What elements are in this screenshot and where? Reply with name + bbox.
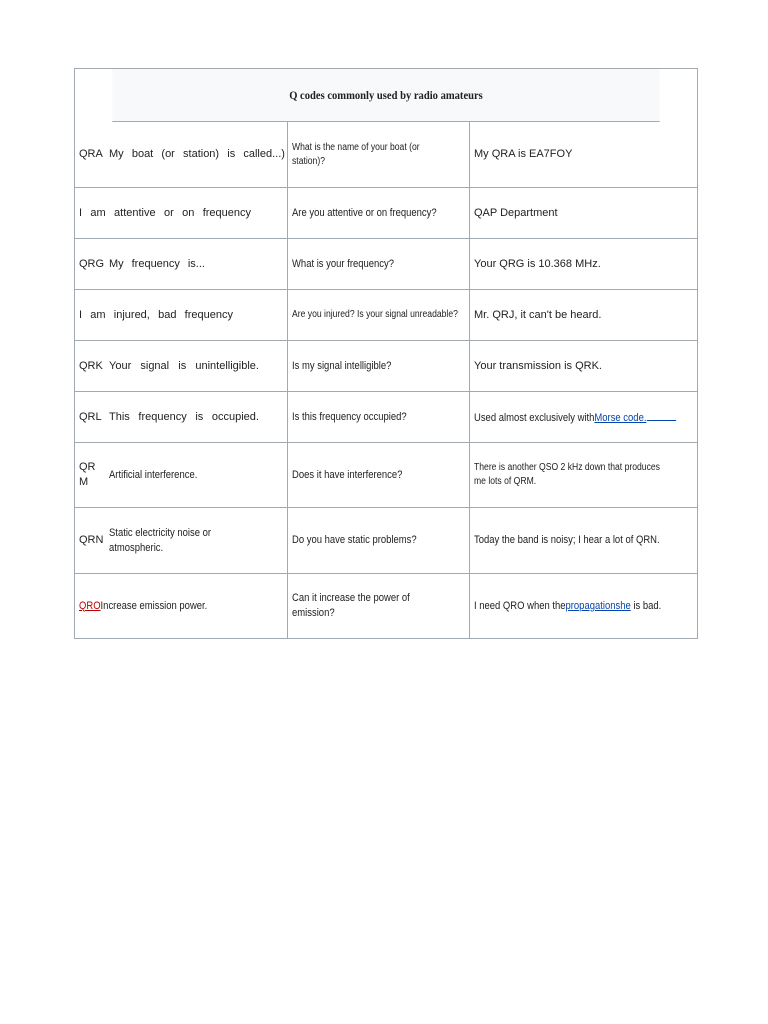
meaning-word: occupied. xyxy=(211,410,259,423)
example-text: Mr. QRJ, it can't be heard. xyxy=(474,308,602,321)
meaning-word: on xyxy=(182,206,195,219)
example-cell xyxy=(470,188,697,238)
example-text xyxy=(474,409,676,426)
code-text: QRA xyxy=(79,148,103,160)
code-text-line2: M xyxy=(79,476,89,488)
meaning-word: is xyxy=(195,410,204,423)
example-cell xyxy=(470,122,697,187)
example-suffix: is bad. xyxy=(630,599,662,612)
meaning-cell xyxy=(106,392,288,442)
meaning-text xyxy=(109,257,285,272)
example-cell xyxy=(470,239,697,289)
meaning-word: frequency xyxy=(202,206,251,219)
question-cell xyxy=(288,508,470,573)
meaning-text xyxy=(109,410,285,425)
code-text: QRN xyxy=(79,534,104,546)
table-row xyxy=(75,443,697,508)
table-row xyxy=(75,341,697,392)
meaning-word: unintelligible. xyxy=(195,359,259,372)
question-text: Does it have interference? xyxy=(292,468,403,481)
question-text: Is my signal intelligible? xyxy=(292,359,392,372)
meaning-word: This xyxy=(109,410,130,423)
merged-meaning-text xyxy=(79,308,287,323)
meaning-word: frequency xyxy=(184,308,233,321)
question-cell xyxy=(288,443,470,507)
code-text-line1: QR xyxy=(79,461,96,473)
qro-link[interactable]: QRO xyxy=(79,599,101,612)
code-cell xyxy=(75,392,106,442)
example-text: Your QRG is 10.368 MHz. xyxy=(474,257,601,270)
meaning-word: is xyxy=(178,359,187,372)
code-cell xyxy=(75,508,106,573)
meaning-text: Increase emission power. xyxy=(100,599,208,612)
example-prefix: I need QRO when the xyxy=(474,599,566,612)
meaning-word: am xyxy=(90,308,106,321)
code-cell xyxy=(75,443,106,507)
meaning-word: station) xyxy=(183,148,220,160)
meaning-cell xyxy=(106,122,288,187)
meaning-word: (or xyxy=(161,148,175,160)
example-text: My QRA is EA7FOY xyxy=(474,148,573,160)
meaning-word: My xyxy=(109,257,124,270)
table-row xyxy=(75,392,697,443)
question-text: Are you injured? Is your signal unreadable? xyxy=(292,309,458,320)
qro-meaning-text xyxy=(79,599,207,614)
question-cell xyxy=(288,574,470,638)
meaning-word: frequency xyxy=(138,410,187,423)
meaning-word: called...) xyxy=(243,148,285,160)
table-row xyxy=(75,508,697,574)
meaning-word: frequency xyxy=(131,257,180,270)
merged-meaning-cell xyxy=(75,290,288,340)
meaning-text xyxy=(109,147,285,162)
meaning-word: I xyxy=(79,206,83,219)
example-cell xyxy=(470,392,697,442)
meaning-word: am xyxy=(90,206,106,219)
question-cell xyxy=(288,122,470,187)
meaning-word: bad xyxy=(158,308,177,321)
code-text: QRL xyxy=(79,410,102,423)
question-cell xyxy=(288,392,470,442)
q-codes-table xyxy=(74,68,698,639)
example-text: There is another QSO 2 kHz down that produces me lots of QRM. xyxy=(474,462,660,487)
code-text: QRK xyxy=(79,359,103,372)
code-cell xyxy=(75,341,106,391)
example-cell xyxy=(470,574,697,638)
question-text: What is the name of your boat (or station)? xyxy=(292,141,420,167)
question-cell xyxy=(288,188,470,238)
table-row xyxy=(75,188,697,239)
example-cell xyxy=(470,508,697,573)
meaning-word: I xyxy=(79,308,83,321)
meaning-text xyxy=(109,359,285,374)
meaning-word: injured, xyxy=(113,308,150,321)
question-text: Is this frequency occupied? xyxy=(292,410,407,423)
meaning-word: attentive xyxy=(114,206,156,219)
example-text: Today the band is noisy; I hear a lot of QRN. xyxy=(474,534,660,546)
question-cell xyxy=(288,341,470,391)
meaning-cell xyxy=(106,239,288,289)
morse-code-link[interactable]: Morse code. xyxy=(594,411,647,424)
meaning-word: is... xyxy=(187,257,205,270)
code-text: QRG xyxy=(79,257,105,270)
meaning-cell xyxy=(106,443,288,507)
example-prefix: Used almost exclusively with xyxy=(474,411,595,424)
example-cell xyxy=(470,443,697,507)
meaning-word: is xyxy=(227,148,236,160)
example-text: QAP Department xyxy=(474,206,558,219)
merged-meaning-cell xyxy=(75,188,288,238)
propagation-link[interactable]: propagationshe xyxy=(565,599,631,612)
code-cell xyxy=(75,239,106,289)
meaning-text: Static electricity noise or atmospheric. xyxy=(109,526,212,554)
question-text: Do you have static problems? xyxy=(292,534,417,546)
meaning-word: or xyxy=(163,206,174,219)
question-text: Are you attentive or on frequency? xyxy=(292,206,437,219)
qro-meaning-cell xyxy=(75,574,288,638)
meaning-cell xyxy=(106,508,288,573)
meaning-word: boat xyxy=(131,148,154,160)
example-cell xyxy=(470,341,697,391)
question-text: Can it increase the power of emission? xyxy=(292,592,410,619)
meaning-word: Your xyxy=(109,359,132,372)
meaning-word: My xyxy=(109,148,124,160)
table-row xyxy=(75,122,697,188)
table-row xyxy=(75,239,697,290)
link-underline xyxy=(646,409,675,421)
question-cell xyxy=(288,239,470,289)
table-row xyxy=(75,290,697,341)
example-text xyxy=(474,599,661,614)
question-text: What is your frequency? xyxy=(292,257,395,270)
meaning-cell xyxy=(106,341,288,391)
meaning-text: Artificial interference. xyxy=(109,468,198,481)
example-text: Your transmission is QRK. xyxy=(474,359,602,372)
merged-meaning-text xyxy=(79,206,287,221)
example-cell xyxy=(470,290,697,340)
table-row xyxy=(75,574,697,638)
meaning-word: signal xyxy=(140,359,170,372)
code-cell xyxy=(75,122,106,187)
table-caption: Q codes commonly used by radio amateurs xyxy=(112,69,659,122)
question-cell xyxy=(288,290,470,340)
